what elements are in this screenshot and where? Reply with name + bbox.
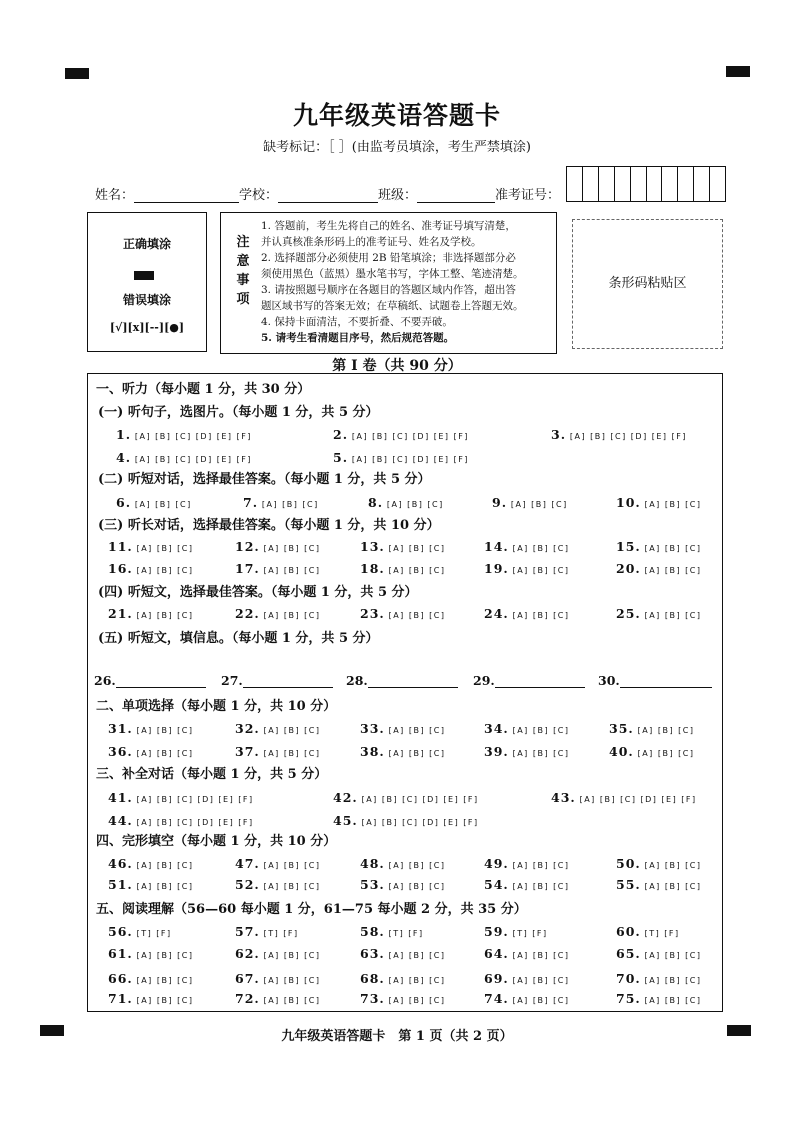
- section-heading: 二、单项选择（每小题 1 分，共 10 分）: [96, 699, 337, 714]
- class-label: 班级：: [378, 188, 418, 203]
- answer-options[interactable]: [A] [B] [C]: [263, 544, 321, 553]
- question-number: 18.: [360, 561, 385, 576]
- question-number: 26.: [94, 673, 116, 688]
- question-number: 70.: [616, 971, 641, 986]
- question-row[interactable]: [108, 924, 172, 939]
- answer-options[interactable]: [A] [B] [C]: [644, 951, 702, 960]
- answer-options[interactable]: [A] [B] [C] [D] [E] [F]: [361, 818, 479, 827]
- exam-no-label: 准考证号：: [495, 188, 561, 203]
- answer-options[interactable]: [A] [B] [C]: [512, 611, 570, 620]
- answer-options[interactable]: [A] [B] [C]: [512, 566, 570, 575]
- question-number: 3.: [551, 427, 567, 442]
- question-number: 52.: [235, 877, 260, 892]
- answer-options[interactable]: [A] [B] [C] [D] [E] [F]: [579, 795, 697, 804]
- notice-line: 5. 请考生看清题目序号，然后规范答题。: [261, 332, 455, 344]
- answer-options[interactable]: [A] [B] [C]: [388, 726, 446, 735]
- question-number: 61.: [108, 946, 133, 961]
- question-number: 30.: [598, 673, 620, 688]
- notice-side-label: 注意事项: [236, 235, 250, 307]
- question-number: 5.: [333, 450, 349, 465]
- section-heading: 四、完形填空（每小题 1 分，共 10 分）: [96, 834, 337, 849]
- answer-options[interactable]: [A] [B] [C]: [388, 544, 446, 553]
- answer-options[interactable]: [A] [B] [C]: [510, 500, 568, 509]
- answer-line[interactable]: [116, 675, 206, 688]
- question-number: 12.: [235, 539, 260, 554]
- wrong-fill-label: 错误填涂: [122, 293, 171, 307]
- question-number: 65.: [616, 946, 641, 961]
- question-row[interactable]: [108, 877, 193, 892]
- question-number: 13.: [360, 539, 385, 554]
- question-row[interactable]: [116, 427, 252, 442]
- answer-options[interactable]: [A] [B] [C]: [512, 882, 570, 891]
- question-number: 64.: [484, 946, 509, 961]
- registration-mark: [65, 68, 89, 79]
- question-number: 11.: [108, 539, 133, 554]
- question-row[interactable]: [360, 539, 445, 554]
- question-row[interactable]: [616, 924, 680, 939]
- question-number: 68.: [360, 971, 385, 986]
- question-number: 7.: [243, 495, 259, 510]
- question-row[interactable]: [235, 561, 320, 576]
- answer-options[interactable]: [A] [B] [C]: [512, 861, 570, 870]
- notice-line: 3. 请按照题号顺序在各题目的答题区域内作答，超出答: [261, 284, 516, 296]
- question-row[interactable]: [360, 561, 445, 576]
- question-row[interactable]: [333, 450, 469, 465]
- fill-blank[interactable]: [346, 673, 458, 688]
- answer-options[interactable]: [A] [B] [C]: [136, 882, 194, 891]
- answer-options[interactable]: [A] [B] [C]: [263, 726, 321, 735]
- name-label: 姓名：: [95, 188, 135, 203]
- question-row[interactable]: [616, 971, 701, 986]
- question-number: 28.: [346, 673, 368, 688]
- question-row[interactable]: [484, 991, 569, 1006]
- answer-options[interactable]: [A] [B] [C]: [644, 861, 702, 870]
- question-number: 23.: [360, 606, 385, 621]
- question-row[interactable]: [108, 721, 193, 736]
- answer-options[interactable]: [A] [B] [C]: [512, 749, 570, 758]
- question-row[interactable]: [116, 450, 252, 465]
- question-row[interactable]: [116, 495, 192, 510]
- question-number: 8.: [368, 495, 384, 510]
- answer-options[interactable]: [A] [B] [C]: [134, 500, 192, 509]
- answer-options[interactable]: [A] [B] [C]: [644, 544, 702, 553]
- question-row[interactable]: [360, 721, 445, 736]
- correct-fill-label: 正确填涂: [122, 237, 171, 251]
- question-row[interactable]: [243, 495, 319, 510]
- question-number: 63.: [360, 946, 385, 961]
- question-number: 19.: [484, 561, 509, 576]
- absent-mark-note: 缺考标记：［ ］(由监考员填涂，考生严禁填涂): [263, 140, 531, 155]
- question-number: 74.: [484, 991, 509, 1006]
- question-number: 56.: [108, 924, 133, 939]
- question-row[interactable]: [484, 971, 569, 986]
- question-row[interactable]: [235, 744, 320, 759]
- question-row[interactable]: [368, 495, 444, 510]
- question-number: 49.: [484, 856, 509, 871]
- section-heading: 三、补全对话（每小题 1 分，共 5 分）: [96, 767, 328, 782]
- answer-options[interactable]: [A] [B] [C] [D] [E] [F]: [134, 432, 252, 441]
- question-row[interactable]: [616, 561, 701, 576]
- question-number: 15.: [616, 539, 641, 554]
- question-number: 59.: [484, 924, 509, 939]
- subsection-heading: (四) 听短文，选择最佳答案。（每小题 1 分，共 5 分）: [98, 585, 418, 600]
- notice-box: [220, 212, 557, 354]
- question-number: 54.: [484, 877, 509, 892]
- question-number: 44.: [108, 813, 133, 828]
- question-row[interactable]: [235, 924, 299, 939]
- answer-options[interactable]: [A] [B] [C]: [263, 566, 321, 575]
- question-number: 32.: [235, 721, 260, 736]
- answer-options[interactable]: [A] [B] [C]: [136, 996, 194, 1005]
- question-number: 21.: [108, 606, 133, 621]
- question-number: 42.: [333, 790, 358, 805]
- page-footer: 九年级英语答题卡 第 1 页（共 2 页）: [281, 1029, 513, 1044]
- answer-line[interactable]: [243, 675, 333, 688]
- question-row[interactable]: [360, 877, 445, 892]
- question-row[interactable]: [616, 877, 701, 892]
- question-row[interactable]: [235, 877, 320, 892]
- answer-options[interactable]: [A] [B] [C]: [388, 861, 446, 870]
- question-row[interactable]: [333, 427, 469, 442]
- notice-line: 4. 保持卡面清洁，不要折叠、不要弄破。: [261, 316, 453, 328]
- question-row[interactable]: [492, 495, 568, 510]
- section-heading: 五、阅读理解（56—60 每小题 1 分，61—75 每小题 2 分，共 35 分）: [96, 902, 527, 917]
- question-number: 36.: [108, 744, 133, 759]
- question-number: 53.: [360, 877, 385, 892]
- question-number: 10.: [616, 495, 641, 510]
- question-row[interactable]: [360, 946, 445, 961]
- question-number: 20.: [616, 561, 641, 576]
- question-row[interactable]: [108, 790, 254, 805]
- question-row[interactable]: [333, 790, 479, 805]
- question-number: 29.: [473, 673, 495, 688]
- notice-line: 须使用黑色（蓝黑）墨水笔书写，字体工整、笔迹清楚。: [261, 268, 524, 280]
- notice-text: [261, 218, 551, 346]
- exam-number-grid[interactable]: [566, 166, 726, 202]
- question-row[interactable]: [108, 606, 193, 621]
- question-row[interactable]: [484, 561, 569, 576]
- answer-options[interactable]: [A] [B] [C] [D] [E] [F]: [351, 432, 469, 441]
- question-number: 46.: [108, 856, 133, 871]
- question-row[interactable]: [484, 924, 548, 939]
- question-row[interactable]: [616, 856, 701, 871]
- answer-options[interactable]: [A] [B] [C]: [637, 749, 695, 758]
- question-number: 55.: [616, 877, 641, 892]
- answer-options[interactable]: [A] [B] [C] [D] [E] [F]: [134, 455, 252, 464]
- school-field[interactable]: [278, 188, 378, 203]
- question-number: 67.: [235, 971, 260, 986]
- answer-options[interactable]: [A] [B] [C] [D] [E] [F]: [351, 455, 469, 464]
- question-row[interactable]: [235, 539, 320, 554]
- answer-options[interactable]: [A] [B] [C]: [388, 611, 446, 620]
- question-number: 2.: [333, 427, 349, 442]
- question-row[interactable]: [108, 991, 193, 1006]
- candidate-info: [95, 184, 560, 203]
- question-number: 72.: [235, 991, 260, 1006]
- answer-options[interactable]: [A] [B] [C] [D] [E] [F]: [569, 432, 687, 441]
- question-row[interactable]: [360, 744, 445, 759]
- question-number: 47.: [235, 856, 260, 871]
- question-row[interactable]: [235, 971, 320, 986]
- question-row[interactable]: [609, 744, 694, 759]
- question-row[interactable]: [484, 856, 569, 871]
- answer-options[interactable]: [T] [F]: [388, 929, 424, 938]
- answer-options[interactable]: [A] [B] [C]: [512, 544, 570, 553]
- answer-options[interactable]: [A] [B] [C]: [637, 726, 695, 735]
- question-row[interactable]: [108, 946, 193, 961]
- answer-options[interactable]: [A] [B] [C]: [388, 882, 446, 891]
- section-heading: 一、听力（每小题 1 分，共 30 分）: [96, 382, 311, 397]
- question-row[interactable]: [108, 539, 193, 554]
- answer-options[interactable]: [A] [B] [C]: [644, 882, 702, 891]
- answer-options[interactable]: [A] [B] [C]: [136, 749, 194, 758]
- question-row[interactable]: [108, 971, 193, 986]
- question-row[interactable]: [108, 856, 193, 871]
- question-row[interactable]: [235, 946, 320, 961]
- answer-options[interactable]: [A] [B] [C] [D] [E] [F]: [361, 795, 479, 804]
- answer-options[interactable]: [A] [B] [C]: [263, 996, 321, 1005]
- answer-options[interactable]: [A] [B] [C]: [512, 951, 570, 960]
- question-number: 73.: [360, 991, 385, 1006]
- question-number: 1.: [116, 427, 132, 442]
- answer-options[interactable]: [A] [B] [C]: [136, 544, 194, 553]
- answer-options[interactable]: [A] [B] [C]: [512, 976, 570, 985]
- question-row[interactable]: [484, 539, 569, 554]
- part-title: 第 I 卷（共 90 分）: [332, 358, 462, 374]
- answer-options[interactable]: [T] [F]: [263, 929, 299, 938]
- answer-options[interactable]: [A] [B] [C]: [263, 951, 321, 960]
- answer-options[interactable]: [A] [B] [C]: [263, 611, 321, 620]
- answer-options[interactable]: [A] [B] [C] [D] [E] [F]: [136, 795, 254, 804]
- notice-line: 1. 答题前，考生先将自己的姓名、准考证号填写清楚，: [261, 220, 516, 232]
- question-number: 31.: [108, 721, 133, 736]
- class-field[interactable]: [417, 188, 495, 203]
- question-number: 14.: [484, 539, 509, 554]
- answer-options[interactable]: [A] [B] [C]: [263, 861, 321, 870]
- question-row[interactable]: [108, 744, 193, 759]
- answer-options[interactable]: [A] [B] [C]: [386, 500, 444, 509]
- barcode-label: 条形码粘贴区: [608, 276, 687, 291]
- question-number: 75.: [616, 991, 641, 1006]
- question-number: 4.: [116, 450, 132, 465]
- question-row[interactable]: [484, 946, 569, 961]
- answer-options[interactable]: [A] [B] [C]: [263, 882, 321, 891]
- question-number: 35.: [609, 721, 634, 736]
- answer-line[interactable]: [495, 675, 585, 688]
- notice-line: 题区域书写的答案无效；在草稿纸、试题卷上答题无效。: [261, 300, 524, 312]
- registration-mark: [726, 66, 750, 77]
- fill-blank[interactable]: [598, 673, 712, 688]
- answer-options[interactable]: [T] [F]: [136, 929, 172, 938]
- question-number: 6.: [116, 495, 132, 510]
- question-row[interactable]: [484, 744, 569, 759]
- subsection-heading: (五) 听短文，填信息。（每小题 1 分，共 5 分）: [98, 631, 379, 646]
- question-number: 37.: [235, 744, 260, 759]
- question-row[interactable]: [616, 991, 701, 1006]
- question-number: 27.: [221, 673, 243, 688]
- question-number: 60.: [616, 924, 641, 939]
- answer-options[interactable]: [A] [B] [C]: [263, 749, 321, 758]
- question-number: 48.: [360, 856, 385, 871]
- answer-options[interactable]: [A] [B] [C]: [644, 996, 702, 1005]
- question-row[interactable]: [108, 813, 254, 828]
- question-number: 9.: [492, 495, 508, 510]
- fill-blank[interactable]: [221, 673, 333, 688]
- answer-options[interactable]: [A] [B] [C]: [136, 951, 194, 960]
- question-number: 39.: [484, 744, 509, 759]
- question-row[interactable]: [609, 721, 694, 736]
- subsection-heading: (三) 听长对话，选择最佳答案。（每小题 1 分，共 10 分）: [98, 518, 440, 533]
- question-row[interactable]: [616, 495, 701, 510]
- answer-options[interactable]: [T] [F]: [512, 929, 548, 938]
- barcode-area: [572, 219, 723, 349]
- question-number: 45.: [333, 813, 358, 828]
- question-number: 69.: [484, 971, 509, 986]
- fill-example-box: [87, 212, 207, 352]
- question-row[interactable]: [333, 813, 479, 828]
- answer-options[interactable]: [A] [B] [C]: [136, 611, 194, 620]
- question-number: 22.: [235, 606, 260, 621]
- question-number: 24.: [484, 606, 509, 621]
- question-row[interactable]: [551, 427, 687, 442]
- answer-options[interactable]: [A] [B] [C]: [388, 951, 446, 960]
- question-row[interactable]: [616, 539, 701, 554]
- question-row[interactable]: [235, 606, 320, 621]
- answer-options[interactable]: [A] [B] [C]: [136, 726, 194, 735]
- answer-options[interactable]: [A] [B] [C]: [512, 996, 570, 1005]
- question-number: 57.: [235, 924, 260, 939]
- name-field[interactable]: [134, 188, 239, 203]
- question-number: 71.: [108, 991, 133, 1006]
- question-number: 25.: [616, 606, 641, 621]
- answer-options[interactable]: [A] [B] [C]: [512, 726, 570, 735]
- answer-options[interactable]: [T] [F]: [644, 929, 680, 938]
- fill-blank[interactable]: [94, 673, 206, 688]
- question-number: 33.: [360, 721, 385, 736]
- question-row[interactable]: [484, 877, 569, 892]
- question-number: 38.: [360, 744, 385, 759]
- answer-options[interactable]: [A] [B] [C]: [388, 996, 446, 1005]
- page-title: 九年级英语答题卡: [292, 101, 501, 130]
- question-row[interactable]: [616, 946, 701, 961]
- subsection-heading: (二) 听短对话，选择最佳答案。（每小题 1 分，共 5 分）: [98, 472, 431, 487]
- question-row[interactable]: [484, 606, 569, 621]
- question-row[interactable]: [360, 971, 445, 986]
- correct-fill-sample: [134, 271, 154, 280]
- answer-line[interactable]: [368, 675, 458, 688]
- question-number: 16.: [108, 561, 133, 576]
- answer-line[interactable]: [620, 675, 712, 688]
- question-number: 41.: [108, 790, 133, 805]
- notice-line: 并认真核准条形码上的准考证号、姓名及学校。: [261, 236, 482, 248]
- question-number: 34.: [484, 721, 509, 736]
- question-row[interactable]: [360, 856, 445, 871]
- question-row[interactable]: [108, 561, 193, 576]
- question-row[interactable]: [551, 790, 697, 805]
- question-number: 50.: [616, 856, 641, 871]
- wrong-fill-samples: [√][x][--][●]: [109, 321, 185, 334]
- answer-options[interactable]: [A] [B] [C] [D] [E] [F]: [136, 818, 254, 827]
- answer-options[interactable]: [A] [B] [C]: [644, 500, 702, 509]
- answer-options[interactable]: [A] [B] [C]: [388, 566, 446, 575]
- question-number: 17.: [235, 561, 260, 576]
- answer-options[interactable]: [A] [B] [C]: [644, 611, 702, 620]
- subsection-heading: (一) 听句子，选图片。（每小题 1 分，共 5 分）: [98, 405, 379, 420]
- answer-options[interactable]: [A] [B] [C]: [388, 749, 446, 758]
- answer-area: [87, 373, 723, 1012]
- notice-line: 2. 选择题部分必须使用 2B 铅笔填涂；非选择题部分必: [261, 252, 516, 264]
- question-row[interactable]: [235, 856, 320, 871]
- answer-options[interactable]: [A] [B] [C]: [136, 566, 194, 575]
- answer-options[interactable]: [A] [B] [C]: [263, 976, 321, 985]
- answer-options[interactable]: [A] [B] [C]: [644, 976, 702, 985]
- question-number: 62.: [235, 946, 260, 961]
- answer-options[interactable]: [A] [B] [C]: [261, 500, 319, 509]
- school-label: 学校：: [239, 188, 279, 203]
- fill-blank[interactable]: [473, 673, 585, 688]
- question-number: 51.: [108, 877, 133, 892]
- answer-options[interactable]: [A] [B] [C]: [644, 566, 702, 575]
- answer-options[interactable]: [A] [B] [C]: [136, 861, 194, 870]
- question-number: 66.: [108, 971, 133, 986]
- question-number: 43.: [551, 790, 576, 805]
- question-row[interactable]: [235, 721, 320, 736]
- question-row[interactable]: [360, 991, 445, 1006]
- question-row[interactable]: [235, 991, 320, 1006]
- question-row[interactable]: [484, 721, 569, 736]
- answer-options[interactable]: [A] [B] [C]: [136, 976, 194, 985]
- question-number: 58.: [360, 924, 385, 939]
- question-row[interactable]: [360, 606, 445, 621]
- question-row[interactable]: [360, 924, 424, 939]
- question-number: 40.: [609, 744, 634, 759]
- answer-options[interactable]: [A] [B] [C]: [388, 976, 446, 985]
- question-row[interactable]: [616, 606, 701, 621]
